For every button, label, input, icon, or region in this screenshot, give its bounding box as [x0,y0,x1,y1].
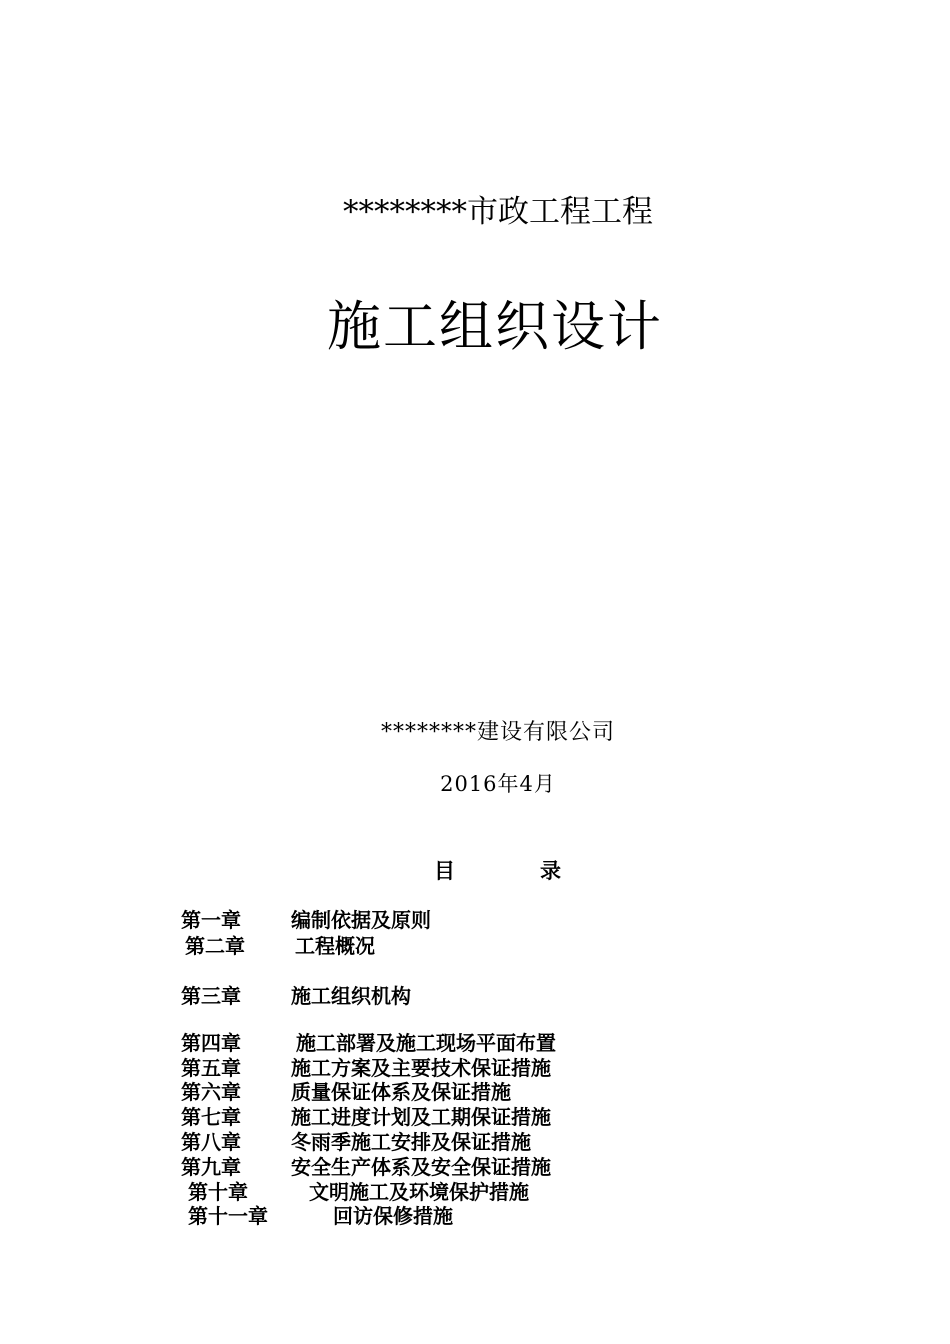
toc-title: 文明施工及环境保护措施 [309,1180,529,1204]
toc-item [188,1179,648,1205]
toc-title: 回访保修措施 [333,1204,453,1228]
toc-chapter: 第六章 [181,1080,241,1104]
toc-heading-right: 录 [540,859,561,883]
toc-item [181,1129,641,1155]
toc-item [188,1203,648,1229]
toc-chapter: 第四章 [181,1031,241,1055]
toc-chapter: 第十一章 [188,1204,268,1228]
document-date: 2016年4月 [440,772,556,796]
toc-item [181,983,481,1009]
toc-chapter: 第八章 [181,1130,241,1154]
toc-item [181,1055,641,1081]
toc-item [185,933,485,959]
toc-chapter: 第一章 [181,908,241,932]
toc-chapter: 第十章 [188,1180,248,1204]
toc-title: 施工进度计划及工期保证措施 [291,1105,551,1129]
toc-item [181,907,481,933]
toc-chapter: 第五章 [181,1056,241,1080]
toc-chapter: 第三章 [181,984,241,1008]
toc-item [181,1079,641,1105]
toc-title: 施工部署及施工现场平面布置 [296,1031,556,1055]
toc-chapter: 第七章 [181,1105,241,1129]
toc-item [181,1030,641,1056]
toc-title: 安全生产体系及安全保证措施 [291,1155,551,1179]
toc-chapter: 第九章 [181,1155,241,1179]
main-title: 施工组织设计 [327,295,663,358]
toc-title: 质量保证体系及保证措施 [291,1080,511,1104]
toc-title: 冬雨季施工安排及保证措施 [291,1130,531,1154]
toc-heading [434,856,574,886]
toc-title: 施工方案及主要技术保证措施 [291,1056,551,1080]
toc-title: 编制依据及原则 [291,908,431,932]
toc-item [181,1154,641,1180]
toc-heading-left: 目 [434,859,455,883]
toc-item [181,1104,641,1130]
toc-title: 施工组织机构 [291,984,411,1008]
toc-chapter: 第二章 [185,934,245,958]
project-title: ********市政工程工程 [343,194,653,230]
company-name: ********建设有限公司 [380,720,615,745]
toc-title: 工程概况 [295,934,375,958]
